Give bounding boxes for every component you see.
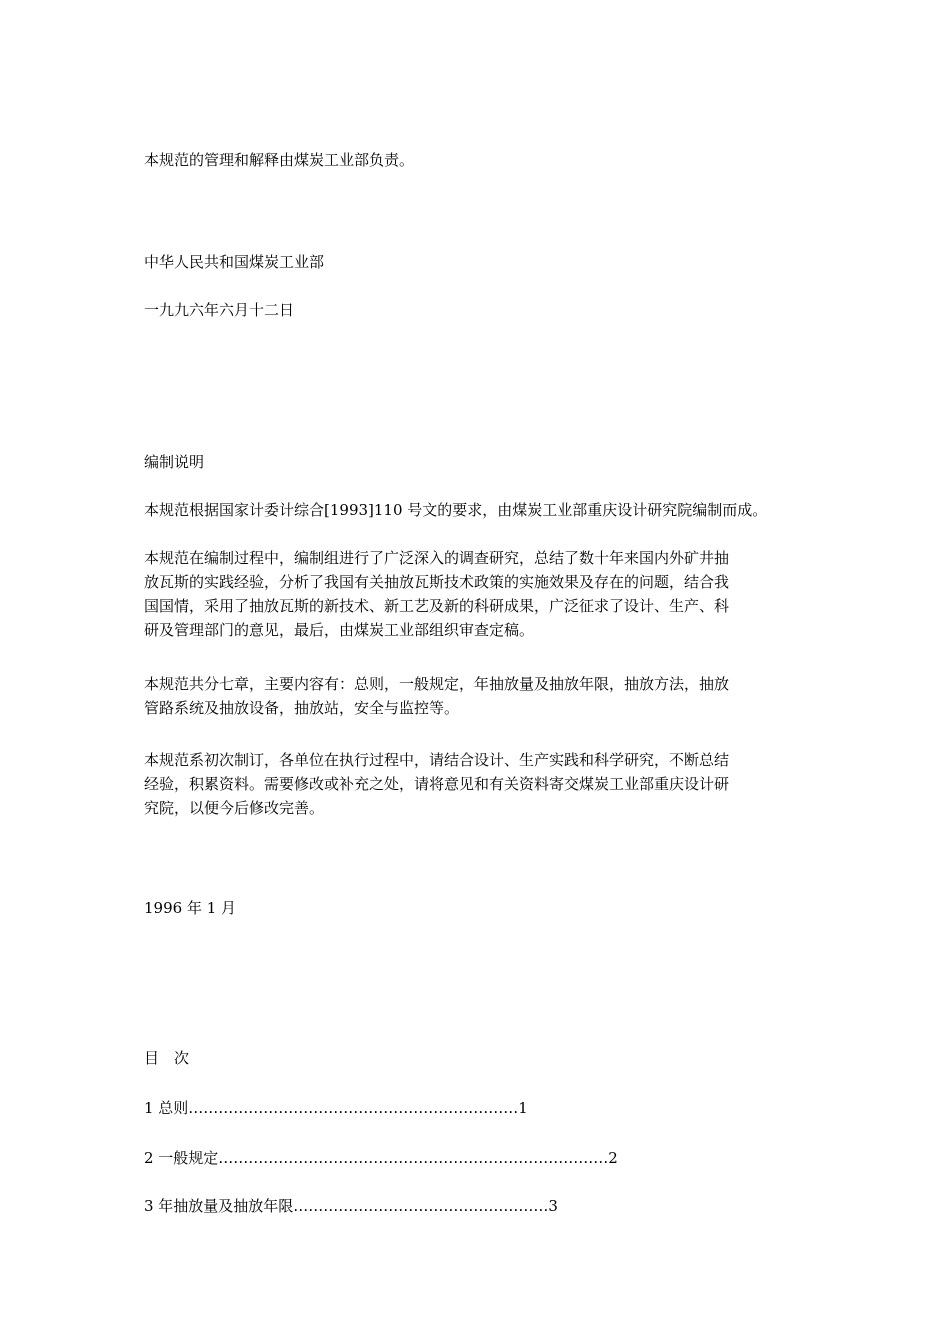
issue-date: 一九九六年六月十二日 [144, 301, 295, 319]
issuer-name: 中华人民共和国煤炭工业部 [144, 253, 325, 271]
paragraph-line: 经验，积累资料。需要修改或补充之处，请将意见和有关资料寄交煤炭工业部重庆设计研 [144, 775, 730, 793]
compile-notes-title: 编制说明 [144, 453, 205, 471]
paragraph-basis: 本规范根据国家计委计综合[1993]110 号文的要求，由煤炭工业部重庆设计研究院编制而成。 [144, 501, 768, 519]
compile-date: 1996 年 1 月 [144, 899, 237, 917]
paragraph-line: 究院，以便今后修改完善。 [144, 799, 325, 817]
paragraph-line: 研及管理部门的意见，最后，由煤炭工业部组织审查定稿。 [144, 621, 535, 639]
toc-item-general[interactable]: 1 总则…………………………………………………………1 [144, 1099, 528, 1117]
paragraph-line: 国国情，采用了抽放瓦斯的新技术、新工艺及新的科研成果，广泛征求了设计、生产、科 [144, 597, 730, 615]
toc-item-general-rules[interactable]: 2 一般规定……………………………………………………………………2 [144, 1149, 618, 1167]
paragraph-line: 放瓦斯的实践经验，分析了我国有关抽放瓦斯技术政策的实施效果及存在的问题，结合我 [144, 573, 730, 591]
paragraph-line: 本规范在编制过程中，编制组进行了广泛深入的调查研究，总结了数十年来国内外矿井抽 [144, 549, 730, 567]
paragraph-chapters [144, 672, 812, 720]
paragraph-feedback [144, 748, 812, 820]
management-note: 本规范的管理和解释由煤炭工业部负责。 [144, 151, 415, 169]
toc-title: 目 次 [144, 1049, 190, 1067]
toc-item-annual-drainage[interactable]: 3 年抽放量及抽放年限……………………………………………3 [144, 1197, 558, 1215]
paragraph-line: 本规范系初次制订，各单位在执行过程中，请结合设计、生产实践和科学研究，不断总结 [144, 751, 730, 769]
paragraph-line: 管路系统及抽放设备，抽放站，安全与监控等。 [144, 699, 460, 717]
paragraph-compile-process [144, 546, 812, 642]
paragraph-line: 本规范共分七章，主要内容有：总则，一般规定，年抽放量及抽放年限，抽放方法，抽放 [144, 675, 730, 693]
